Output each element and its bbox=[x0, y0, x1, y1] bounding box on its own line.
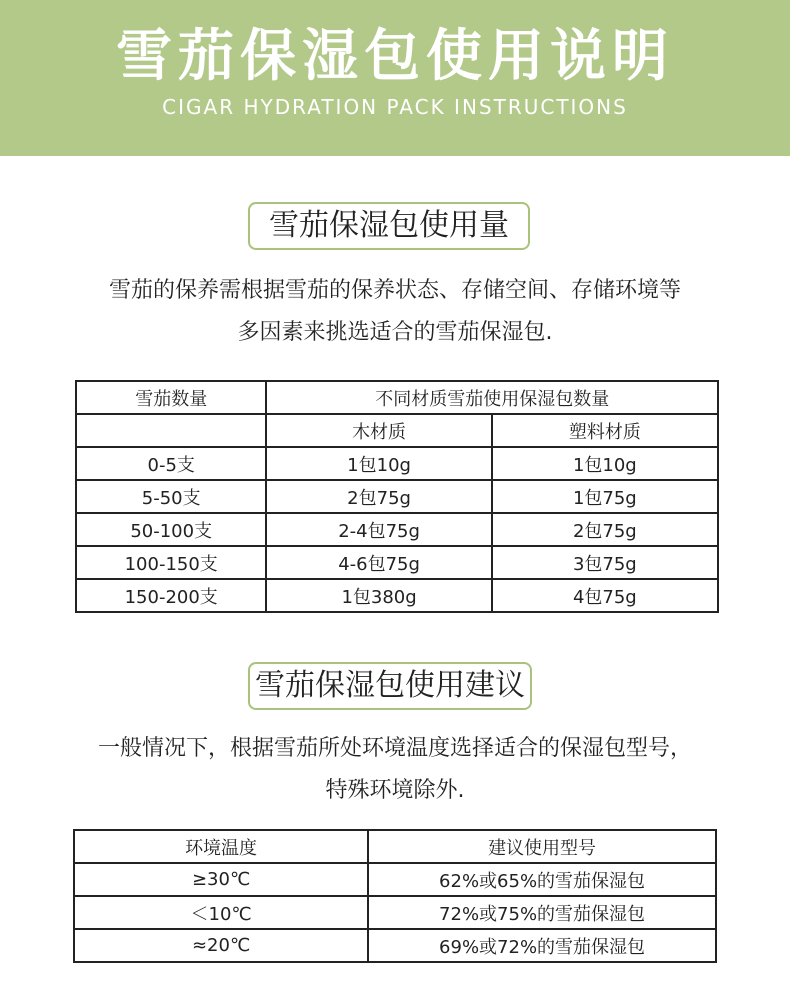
column-header-recommended-model: 建议使用型号 bbox=[368, 830, 716, 863]
plastic-pack-cell: 1包75g bbox=[492, 480, 718, 513]
cigar-count-cell: 100-150支 bbox=[76, 546, 266, 579]
table-row bbox=[74, 863, 716, 896]
table-row bbox=[74, 896, 716, 929]
table-row bbox=[76, 513, 718, 546]
table-row bbox=[76, 480, 718, 513]
wood-pack-cell: 1包380g bbox=[266, 579, 491, 612]
temperature-cell: ＜10℃ bbox=[74, 896, 368, 929]
plastic-pack-cell: 2包75g bbox=[492, 513, 718, 546]
column-header-temperature: 环境温度 bbox=[74, 830, 368, 863]
plastic-pack-cell: 4包75g bbox=[492, 579, 718, 612]
cigar-count-cell: 50-100支 bbox=[76, 513, 266, 546]
usage-advice-table bbox=[73, 829, 717, 963]
usage-amount-description-line2: 多因素来挑选适合的雪茄保湿包. bbox=[237, 320, 553, 345]
wood-pack-cell: 2包75g bbox=[266, 480, 491, 513]
table-row bbox=[76, 546, 718, 579]
plastic-pack-cell: 1包10g bbox=[492, 447, 718, 480]
usage-advice-description bbox=[0, 728, 790, 812]
recommended-model-cell: 72%或75%的雪茄保湿包 bbox=[368, 896, 716, 929]
usage-amount-description-line1: 雪茄的保养需根据雪茄的保养状态、存储空间、存储环境等 bbox=[108, 278, 681, 303]
usage-advice-description-line1: 一般情况下，根据雪茄所处环境温度选择适合的保湿包型号， bbox=[97, 736, 692, 761]
table-header-row bbox=[76, 381, 718, 414]
wood-pack-cell: 4-6包75g bbox=[266, 546, 491, 579]
table-row bbox=[76, 579, 718, 612]
column-header-cigar-count: 雪茄数量 bbox=[76, 381, 266, 414]
cigar-count-cell: 150-200支 bbox=[76, 579, 266, 612]
section-title-usage-amount: 雪茄保湿包使用量 bbox=[248, 202, 530, 250]
recommended-model-cell: 69%或72%的雪茄保湿包 bbox=[368, 929, 716, 962]
column-header-pack-quantity: 不同材质雪茄使用保湿包数量 bbox=[266, 381, 718, 414]
recommended-model-cell: 62%或65%的雪茄保湿包 bbox=[368, 863, 716, 896]
column-header-plastic: 塑料材质 bbox=[492, 414, 718, 447]
wood-pack-cell: 2-4包75g bbox=[266, 513, 491, 546]
temperature-cell: ≥30℃ bbox=[74, 863, 368, 896]
empty-cell bbox=[76, 414, 266, 447]
section-title-usage-advice: 雪茄保湿包使用建议 bbox=[248, 662, 532, 710]
plastic-pack-cell: 3包75g bbox=[492, 546, 718, 579]
header-banner bbox=[0, 0, 790, 156]
usage-amount-description bbox=[0, 270, 790, 354]
usage-amount-table bbox=[75, 380, 719, 613]
table-header-row bbox=[74, 830, 716, 863]
table-subheader-row bbox=[76, 414, 718, 447]
page-subtitle: CIGAR HYDRATION PACK INSTRUCTIONS bbox=[162, 95, 628, 119]
cigar-count-cell: 0-5支 bbox=[76, 447, 266, 480]
table-row bbox=[76, 447, 718, 480]
wood-pack-cell: 1包10g bbox=[266, 447, 491, 480]
usage-advice-description-line2: 特殊环境除外. bbox=[325, 778, 465, 803]
cigar-count-cell: 5-50支 bbox=[76, 480, 266, 513]
temperature-cell: ≈20℃ bbox=[74, 929, 368, 962]
column-header-wood: 木材质 bbox=[266, 414, 491, 447]
table-row bbox=[74, 929, 716, 962]
page-title: 雪茄保湿包使用说明 bbox=[116, 24, 674, 89]
